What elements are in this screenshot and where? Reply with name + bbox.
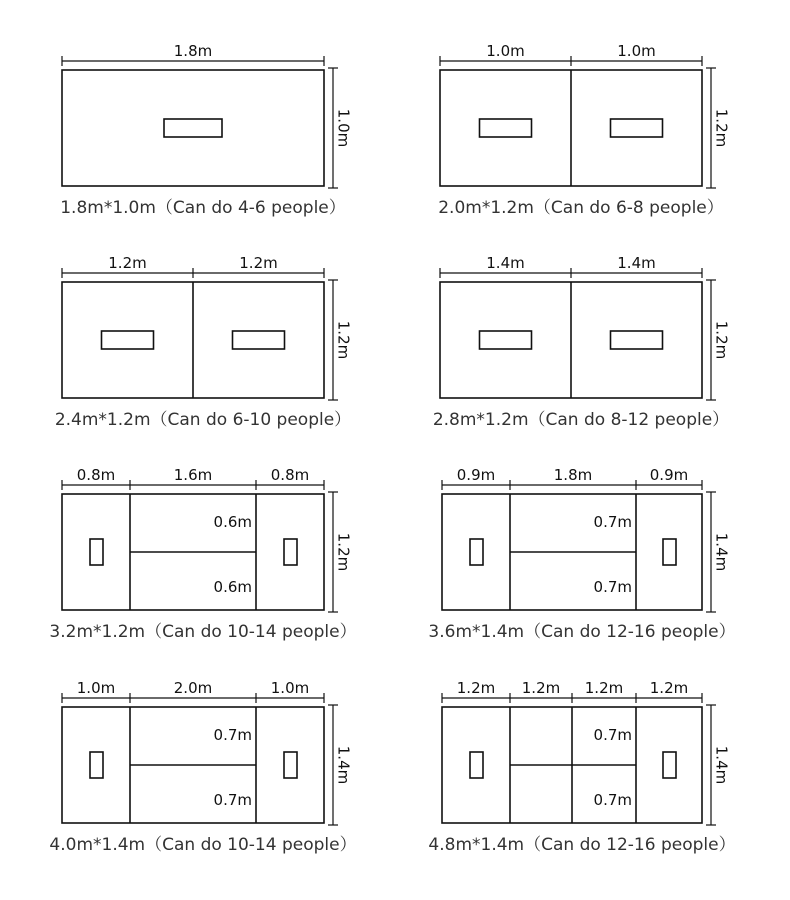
top-dimension-label: 1.2m	[108, 254, 147, 272]
top-dimension-label: 1.2m	[649, 679, 689, 697]
inner-dimension-label: 0.6m	[213, 578, 252, 596]
end-seat-marker	[284, 539, 297, 565]
side-dimension-label: 1.2m	[712, 108, 731, 148]
side-dimension-label: 1.2m	[334, 532, 353, 572]
top-dimension-label: 2.0m	[173, 679, 213, 697]
table-caption: 3.2m*1.2m（Can do 10-14 people）	[49, 622, 357, 642]
top-dimension-label: 1.8m	[173, 42, 213, 60]
end-seat-marker	[663, 752, 676, 778]
table-caption: 2.0m*1.2m（Can do 6-8 people）	[438, 198, 724, 218]
side-dimension-label: 1.4m	[712, 532, 731, 572]
top-dimension-label: 1.0m	[76, 679, 116, 697]
seat-marker	[611, 119, 663, 137]
top-dimension-label: 1.2m	[521, 679, 561, 697]
seat-marker	[164, 119, 222, 137]
end-seat-marker	[663, 539, 676, 565]
top-dimension-label: 1.4m	[486, 254, 525, 272]
inner-dimension-label: 0.7m	[593, 791, 632, 809]
inner-dimension-label: 0.7m	[593, 578, 632, 596]
inner-dimension-label: 0.7m	[213, 726, 252, 744]
seat-marker	[102, 331, 154, 349]
top-dimension-label: 1.8m	[553, 466, 593, 484]
top-dimension-label: 1.0m	[486, 42, 525, 60]
inner-dimension-label: 0.7m	[213, 791, 252, 809]
end-seat-marker	[284, 752, 297, 778]
table-caption: 3.6m*1.4m（Can do 12-16 people）	[428, 622, 736, 642]
side-dimension-label: 1.0m	[334, 108, 353, 148]
side-dimension-label: 1.4m	[712, 745, 731, 785]
top-dimension-label: 1.4m	[617, 254, 656, 272]
table-caption: 2.4m*1.2m（Can do 6-10 people）	[54, 410, 352, 430]
table-caption: 2.8m*1.2m（Can do 8-12 people）	[432, 410, 730, 430]
seat-marker	[480, 331, 532, 349]
side-dimension-label: 1.2m	[334, 320, 353, 360]
side-dimension-label: 1.4m	[334, 745, 353, 785]
table-caption: 4.8m*1.4m（Can do 12-16 people）	[428, 835, 736, 855]
top-dimension-label: 1.0m	[270, 679, 310, 697]
top-dimension-label: 1.2m	[239, 254, 278, 272]
table-caption: 4.0m*1.4m（Can do 10-14 people）	[49, 835, 357, 855]
end-seat-marker	[90, 752, 103, 778]
table-caption: 1.8m*1.0m（Can do 4-6 people）	[60, 198, 346, 218]
inner-dimension-label: 0.6m	[213, 513, 252, 531]
inner-dimension-label: 0.7m	[593, 513, 632, 531]
end-seat-marker	[470, 539, 483, 565]
seat-marker	[480, 119, 532, 137]
inner-dimension-label: 0.7m	[593, 726, 632, 744]
top-dimension-label: 1.2m	[584, 679, 624, 697]
end-seat-marker	[90, 539, 103, 565]
top-dimension-label: 0.9m	[649, 466, 689, 484]
top-dimension-label: 1.6m	[173, 466, 213, 484]
end-seat-marker	[470, 752, 483, 778]
top-dimension-label: 0.8m	[270, 466, 310, 484]
top-dimension-label: 0.9m	[456, 466, 496, 484]
seat-marker	[233, 331, 285, 349]
top-dimension-label: 1.0m	[617, 42, 656, 60]
table-outline	[62, 70, 324, 186]
side-dimension-label: 1.2m	[712, 320, 731, 360]
top-dimension-label: 1.2m	[456, 679, 496, 697]
top-dimension-label: 0.8m	[76, 466, 116, 484]
seat-marker	[611, 331, 663, 349]
